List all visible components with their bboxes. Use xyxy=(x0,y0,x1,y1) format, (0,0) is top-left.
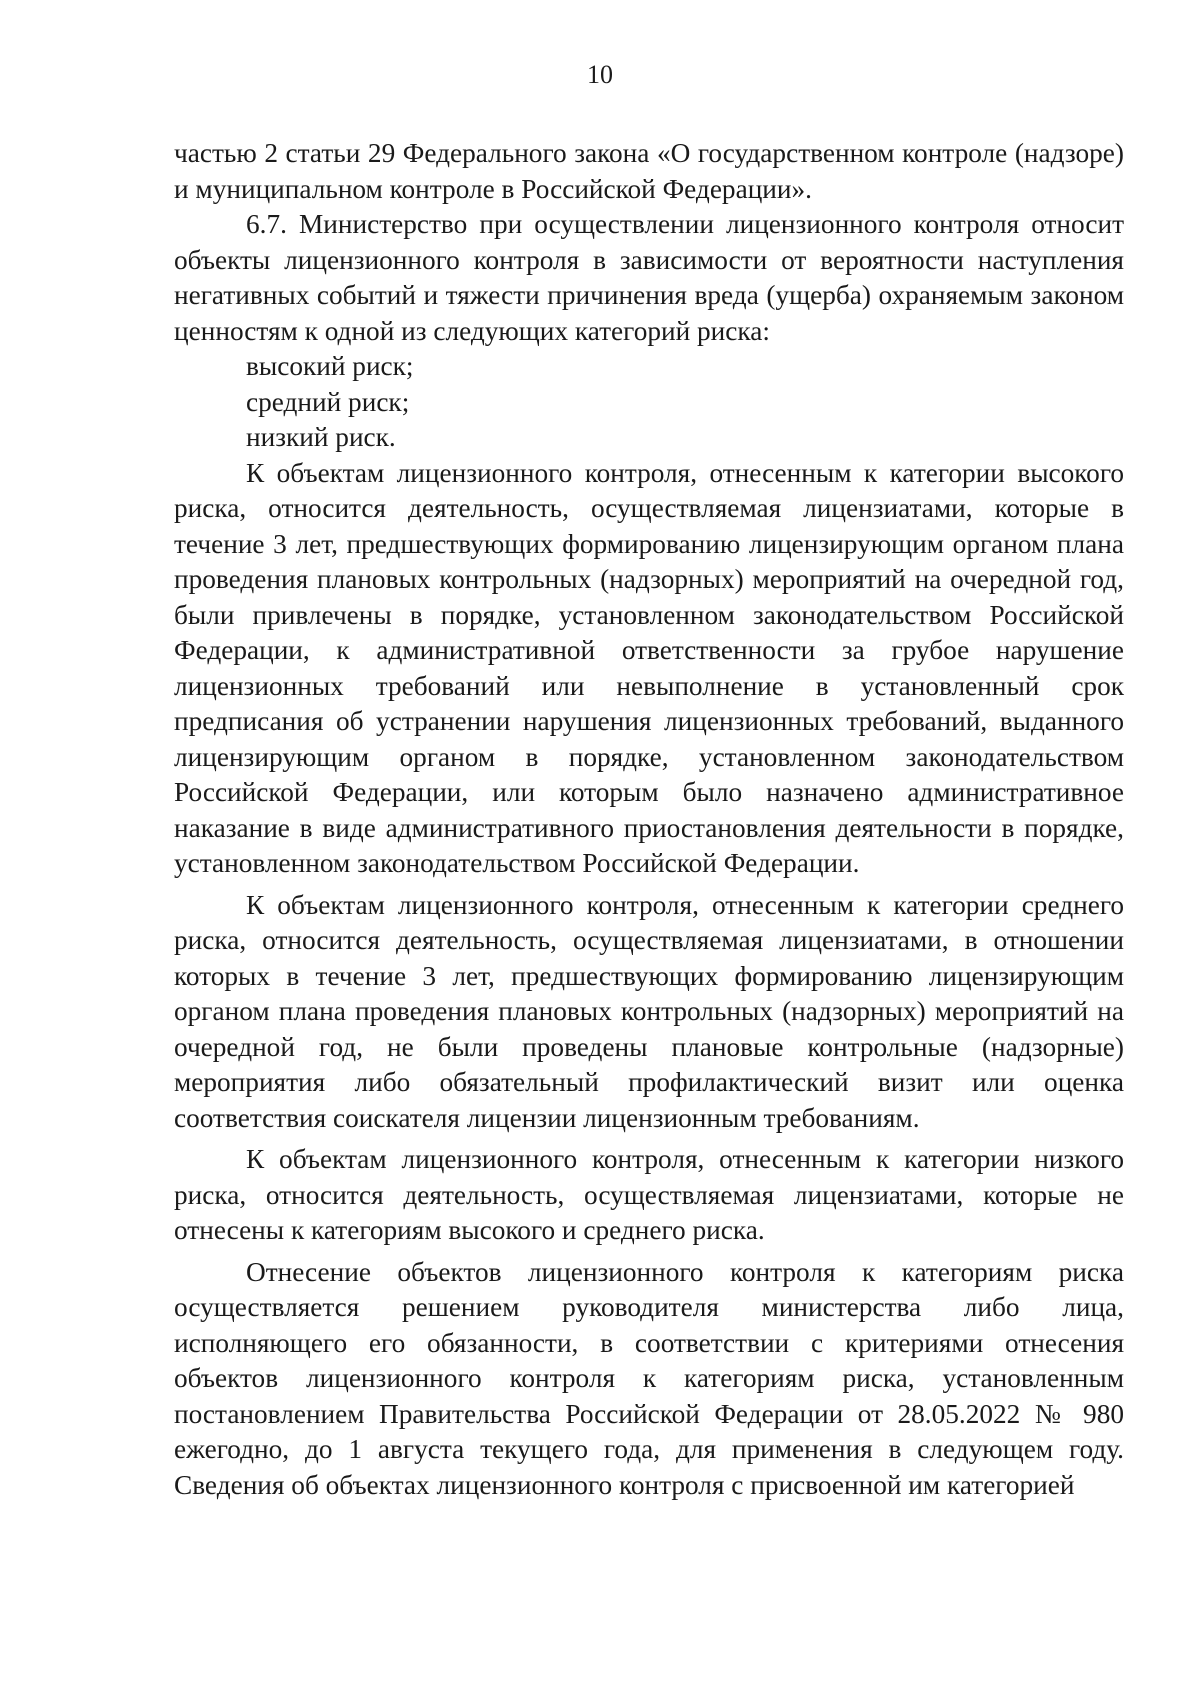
list-item-medium-risk: средний риск; xyxy=(246,386,410,417)
list-item-high-risk: высокий риск; xyxy=(246,351,414,381)
list-item-low-risk: низкий риск. xyxy=(246,422,396,452)
paragraph-6-7: 6.7. Министерство при осуществлении лицензионного контроля относит объекты лицензионного контроля в зависимости от вероятности наступления негативных событий и тяжести причинения вреда (ущерба) охраняемым законом ценностям к одной из следующих категорий риска: xyxy=(174,209,1124,346)
document-body xyxy=(174,136,1124,1503)
paragraph-medium-risk-definition: К объектам лицензионного контроля, отнесенным к категории среднего риска, относится деятельность, осуществляемая лицензиатами, в отношении которых в течение 3 лет, предшествующих формированию лицензирующим органом плана проведения плановых контрольных (надзорных) мероприятий на очередной год, не были проведены плановые контрольные (надзорные) мероприятия либо обязательный профилактический визит или оценка соответствия соискателя лицензии лицензионным требованиям. xyxy=(174,889,1124,1133)
paragraph-continuation: частью 2 статьи 29 Федерального закона «О государственном контроле (надзоре) и муниципальном контроле в Российской Федерации». xyxy=(174,138,1124,204)
paragraph-low-risk-definition: К объектам лицензионного контроля, отнесенным к категории низкого риска, относится деятельность, осуществляемая лицензиатами, которые не отнесены к категориям высокого и среднего риска. xyxy=(174,1144,1124,1245)
paragraph-high-risk-definition: К объектам лицензионного контроля, отнесенным к категории высокого риска, относится деятельность, осуществляемая лицензиатами, которые в течение 3 лет, предшествующих формированию лицензирующим органом плана проведения плановых контрольных (надзорных) мероприятий на очередной год, были привлечены в порядке, установленном законодательством Российской Федерации, к административной ответственности за грубое нарушение лицензионных требований или невыполнение в установленный срок предписания об устранении нарушения лицензионных требований, выданного лицензирующим органом в порядке, установленном законодательством Российской Федерации, или которым было назначено административное наказание в виде административного приостановления деятельности в порядке, установленном законодательством Российской Федерации. xyxy=(174,457,1124,878)
page-number: 10 xyxy=(587,60,613,89)
paragraph-risk-assignment: Отнесение объектов лицензионного контроля к категориям риска осуществляется решением руководителя министерства либо лица, исполняющего его обязанности, в соответствии с критериями отнесения объектов лицензионного контроля к категориям риска, установленным постановлением Правительства Российской Федерации от 28.05.2022 № 980 ежегодно, до 1 августа текущего года, для применения в следующем году. Сведения об объектах лицензионного контроля с присвоенной им категорией xyxy=(174,1256,1124,1500)
